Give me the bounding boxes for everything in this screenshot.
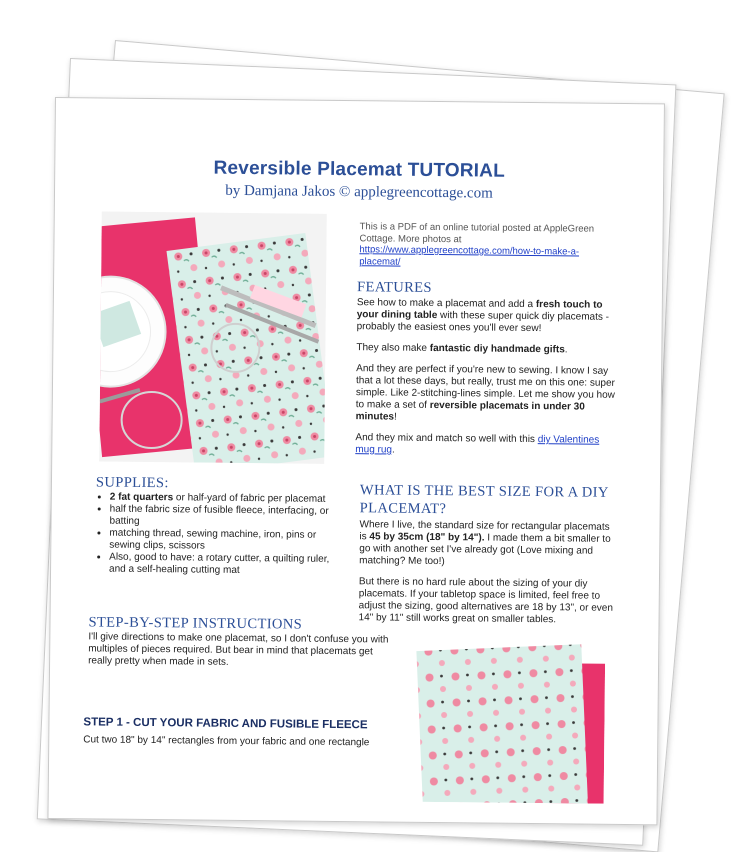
features-paragraph-4: And they mix and match so well with this diy Valentines mug rug. (355, 432, 600, 456)
fabric-photo (399, 642, 606, 804)
best-size-paragraph-1: Where I live, the standard size for rectangular placemats is 45 by 35cm (18" by 14"). I made them a bit smaller to go with another set I've already got (Love mixing and matching? Me too!) (359, 519, 611, 568)
document-title: Reversible Placemat TUTORIAL (213, 157, 506, 182)
supplies-item: • Also, good to have: a rotary cutter, a quilting ruler, and a self-healing cutting mat (109, 552, 345, 578)
intro-sentence: This is a PDF of an online tutorial posted at AppleGreen Cottage. More photos at (359, 221, 595, 245)
step-1-heading: STEP 1 - CUT YOUR FABRIC AND FUSIBLE FLEECE (83, 716, 368, 732)
supplies-item: • 2 fat quarters or half-yard of fabric per placemat (110, 492, 346, 506)
supplies-list (95, 491, 346, 578)
best-size-heading: WHAT IS THE BEST SIZE FOR A DIY PLACEMAT? (359, 482, 609, 518)
features-heading: FEATURES (356, 279, 433, 296)
placemat-photo (99, 211, 327, 463)
step-1-text: Cut two 18" by 14" rectangles from your fabric and one rectangle (83, 734, 370, 749)
front-page (47, 97, 665, 825)
mug-rug-link[interactable]: diy Valentines mug rug (355, 434, 600, 456)
best-size-paragraph-2: But there is no hard rule about the sizing of your diy placemats. If your tabletop space is limited, feel free to adjust the sizing, good alternatives are 18 by 13", or even 14" by 11" still works great on smaller tables. (358, 576, 613, 626)
tutorial-url-link[interactable]: https://www.applegreencottage.com/how-to-make-a-placemat/ (359, 244, 580, 268)
features-paragraph-2: They also make fantastic diy handmade gifts. (356, 342, 568, 356)
intro-text (359, 221, 619, 270)
instructions-heading: STEP-BY-STEP INSTRUCTIONS (88, 614, 303, 633)
features-body (355, 297, 619, 468)
instructions-body: I'll give directions to make one placemat, so I don't confuse you with multiples of pieces required. But bear in mind that placemats get really pretty when made in sets. (88, 631, 389, 668)
supplies-heading: SUPPLIES: (95, 474, 169, 492)
supplies-item: • half the fabric size of fusible fleece, interfacing, or batting (109, 504, 345, 530)
features-paragraph-3: And they are perfect if you're new to sewing. I know I say that a lot these days, but really, trust me on this one: super simple. Like 2-stitching-lines simple. Let me show you how to make a set of reversible placemats in under 30 minutes! (355, 363, 615, 423)
document-byline: by Damjana Jakos © applegreencottage.com (225, 182, 493, 202)
supplies-item: • matching thread, sewing machine, iron, pins or sewing clips, scissors (109, 528, 345, 554)
features-paragraph-1: See how to make a placemat and add a fresh touch to your dining table with these super quick diy placemats - probably the easiest ones you'll ever sew! (356, 297, 610, 335)
best-size-body (358, 519, 617, 636)
